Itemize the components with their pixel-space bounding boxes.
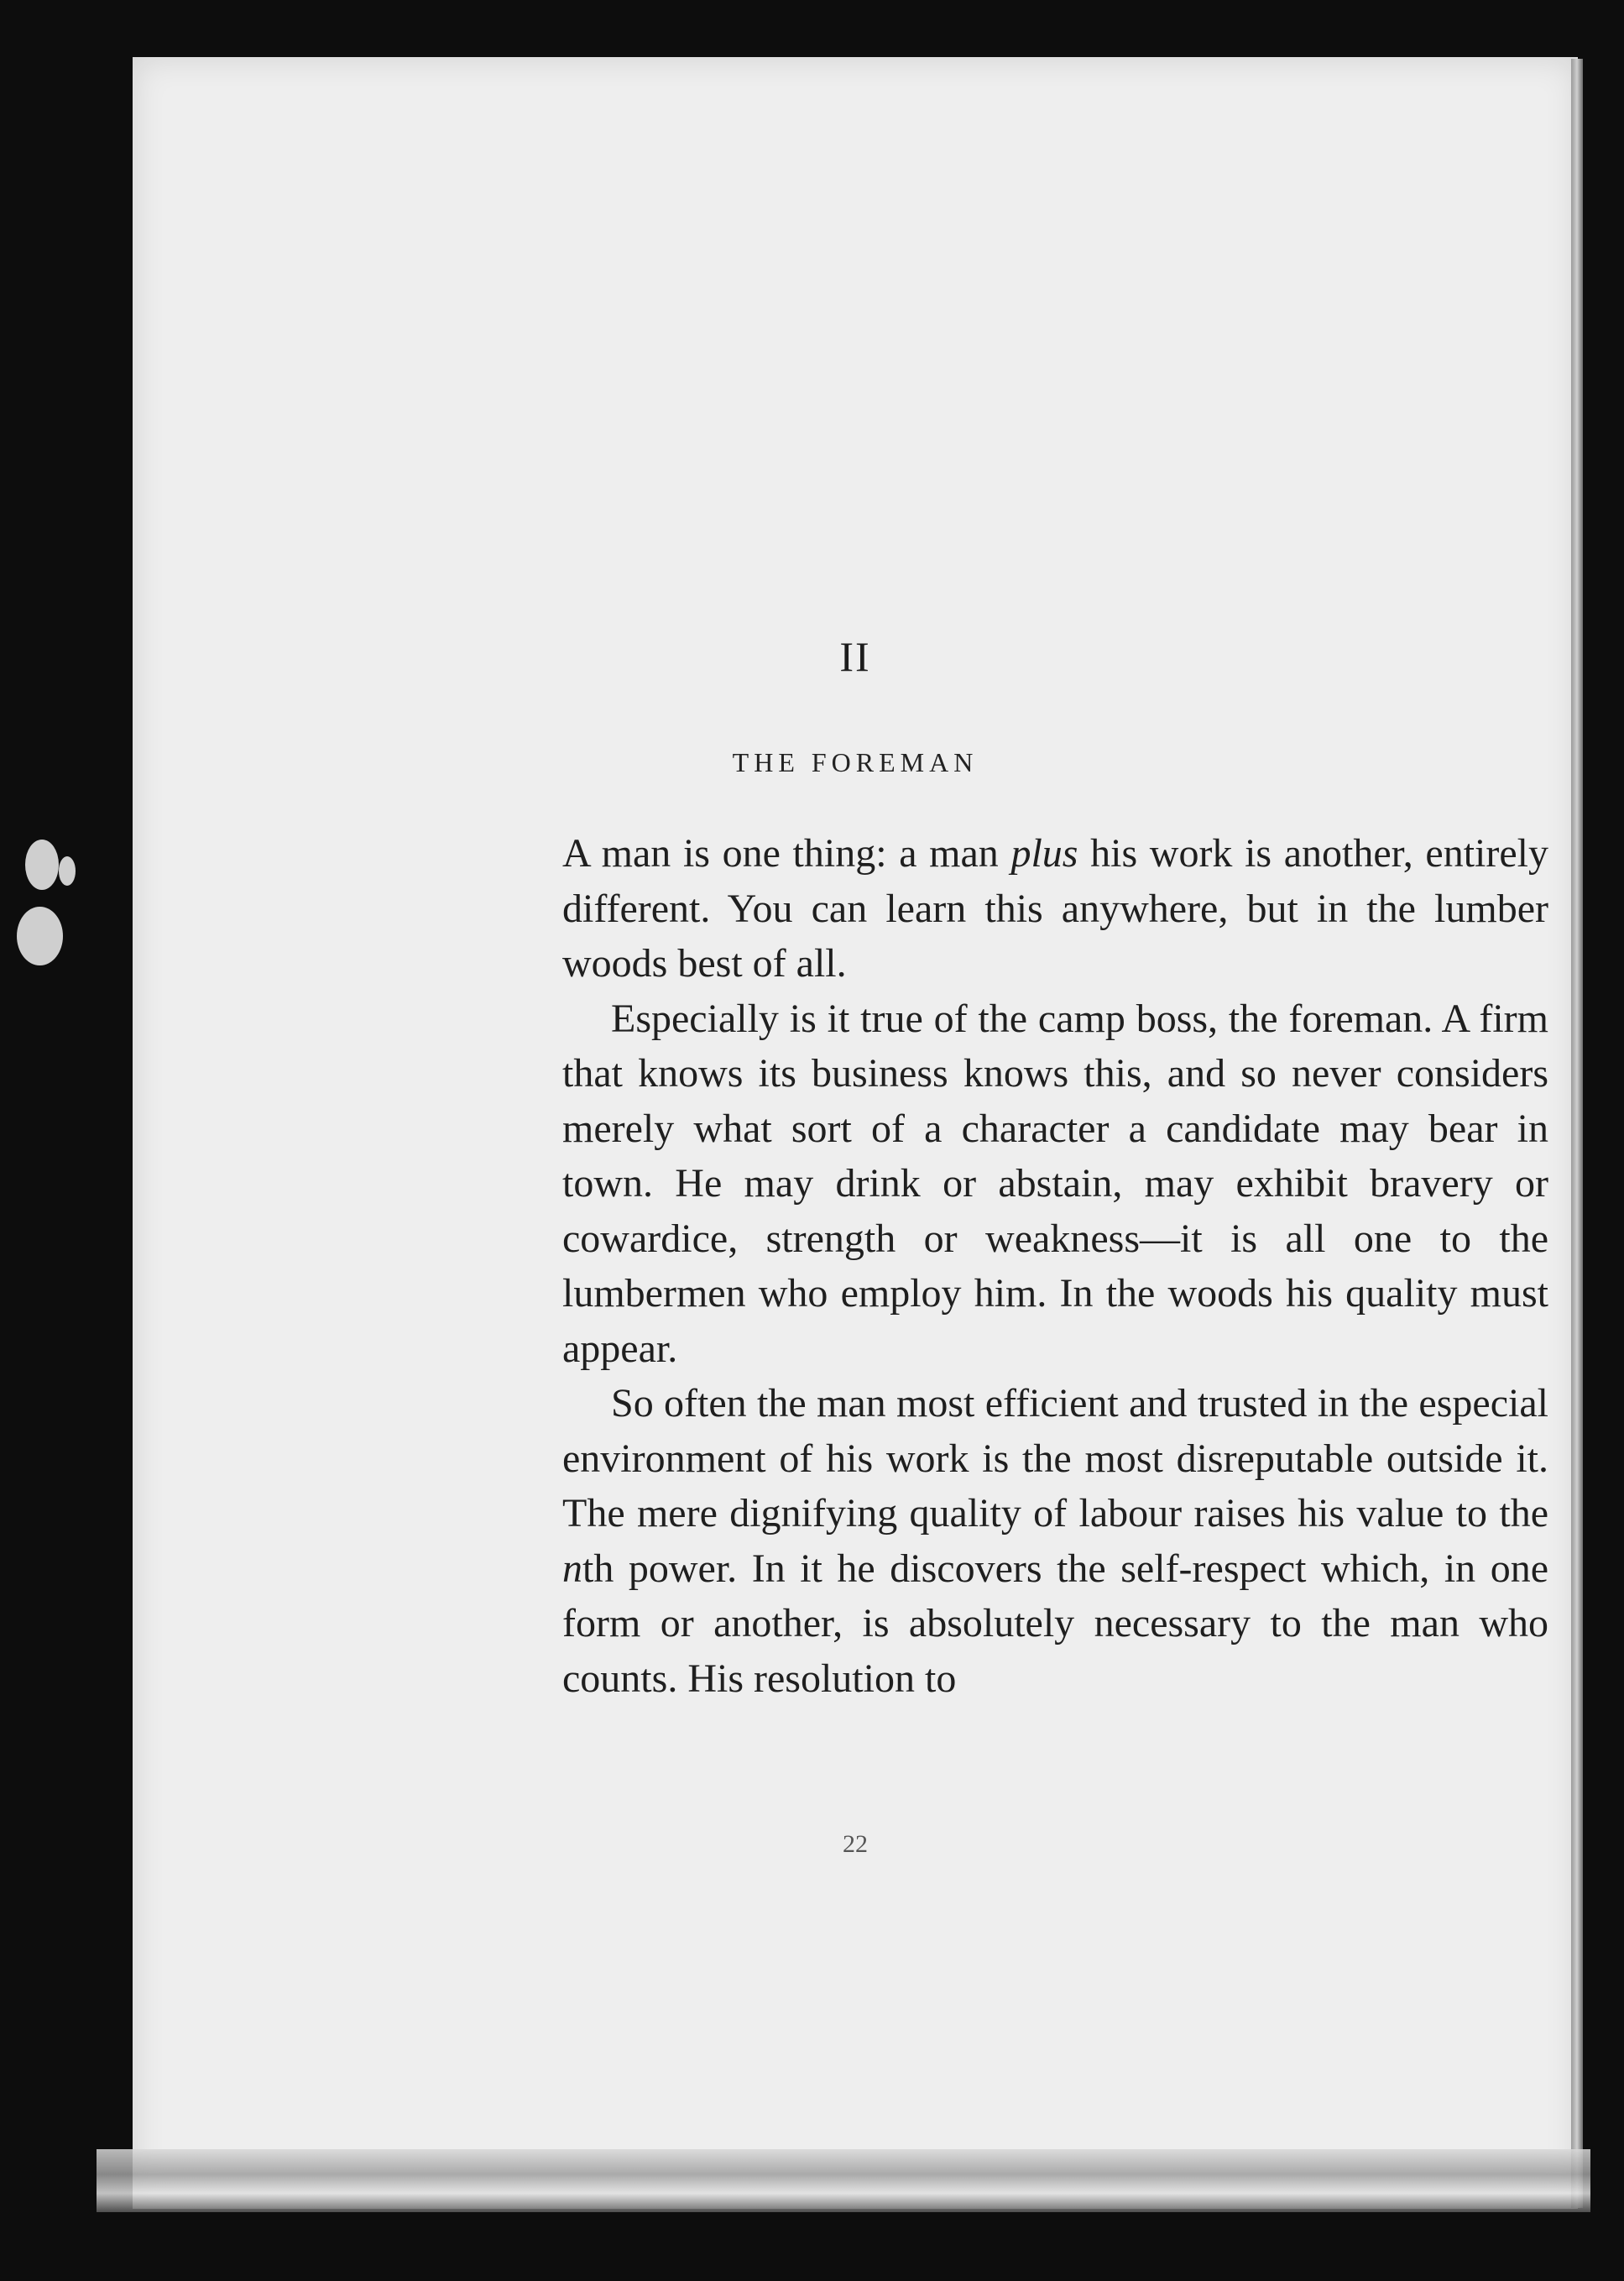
page-edge-bottom [97,2149,1590,2212]
text-run: his work is another, entirely different. You can learn this anywhere, but in the lumber woods best of all. [562,831,1548,986]
chapter-title: THE FOREMAN [732,747,979,777]
text-run: th power. In it he discovers the self-respect which, in one form or another, is absolutely necessary to the man who counts. His resolution to [562,1546,1548,1701]
paragraph [562,826,1548,991]
paragraph [562,991,1548,1377]
scan-artifact [25,840,59,890]
italic-text: plus [1010,831,1078,876]
text-run: A man is one thing: a man [562,831,1011,876]
text-run: Especially is it true of the camp boss, the foreman. A firm that knows its business knows this, and so never considers merely what sort of a character a candidate may bear in town. He may drink or abstain, may exhibit bravery or cowardice, strength or weakness—it is all one to the lumbermen who employ him. In the woods his quality must appear. [562,996,1548,1371]
scan-artifact [17,907,63,965]
scan-artifact [59,856,76,886]
italic-text: n [562,1546,582,1591]
paragraph [562,1376,1548,1706]
text-run: So often the man most efficient and trusted in the especial environment of his work is the most disreputable outside it. The mere dignifying quality of labour raises his value to the [562,1381,1548,1535]
body-text [562,826,1548,1706]
chapter-number: II [839,633,871,680]
book-page [133,57,1578,2209]
page-number: 22 [843,1830,868,1858]
page-edge-right [1571,59,1583,2208]
